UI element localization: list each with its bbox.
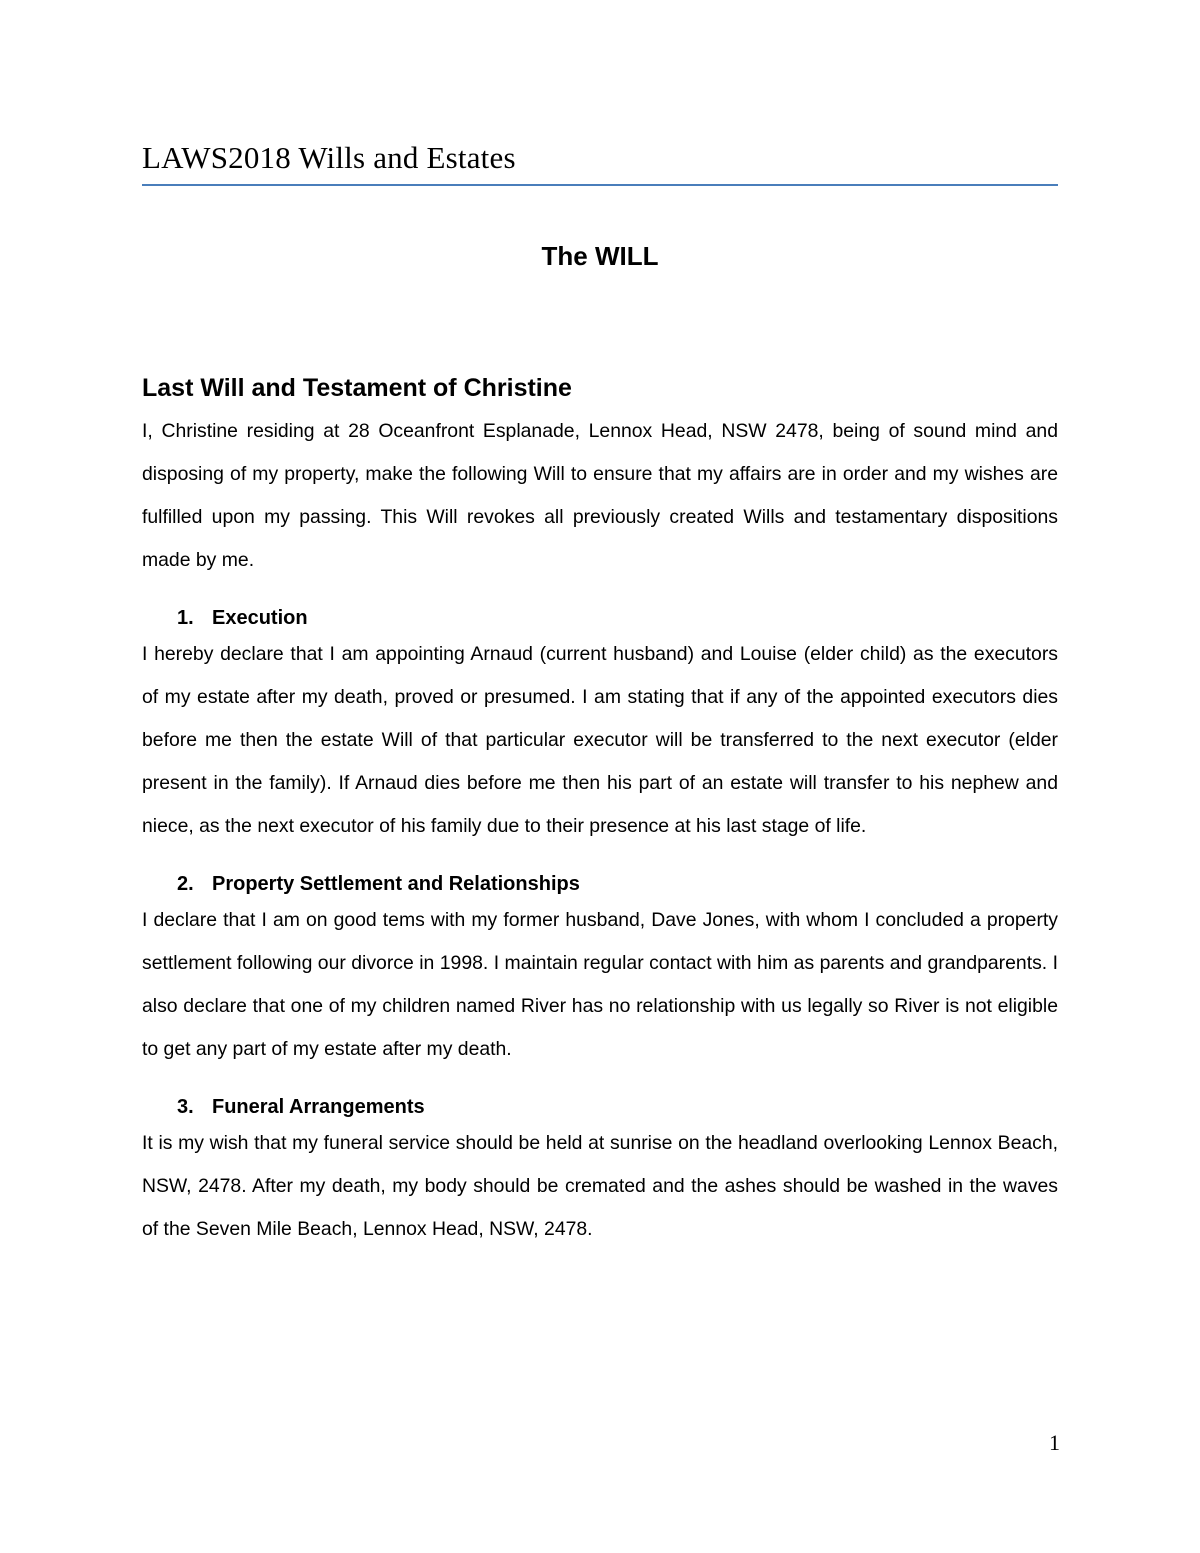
section-number: 3. bbox=[177, 1096, 194, 1118]
section-execution bbox=[142, 603, 1058, 848]
section-number: 2. bbox=[177, 873, 194, 895]
section-paragraph: I declare that I am on good tems with my former husband, Dave Jones, with whom I concluded a property settlement following our divorce in 1998. I maintain regular contact with him as parents and grandparents. I also declare that one of my children named River has no relationship with us legally so River is not eligible to get any part of my estate after my death. bbox=[142, 909, 1058, 1060]
will-heading: Last Will and Testament of Christine bbox=[142, 374, 572, 402]
header-rule bbox=[142, 184, 1058, 186]
section-property-settlement bbox=[142, 869, 1058, 1071]
header-title: LAWS2018 Wills and Estates bbox=[142, 140, 516, 175]
section-title: Funeral Arrangements bbox=[212, 1096, 425, 1118]
document-body bbox=[142, 236, 1058, 1251]
section-heading bbox=[142, 1092, 1058, 1122]
section-funeral-arrangements bbox=[142, 1092, 1058, 1251]
section-title: Property Settlement and Relationships bbox=[212, 873, 580, 895]
section-heading bbox=[142, 869, 1058, 899]
intro-paragraph: I, Christine residing at 28 Oceanfront Esplanade, Lennox Head, NSW 2478, being of sound mind and disposing of my property, make the following Will to ensure that my affairs are in order and my wishes are fulfilled upon my passing. This Will revokes all previously created Wills and testamentary dispositions made by me. bbox=[142, 420, 1058, 571]
page-number: 1 bbox=[1049, 1430, 1060, 1455]
section-number: 1. bbox=[177, 607, 194, 629]
section-paragraph: It is my wish that my funeral service should be held at sunrise on the headland overlooking Lennox Beach, NSW, 2478. After my death, my body should be cremated and the ashes should be washed in the waves of the Seven Mile Beach, Lennox Head, NSW, 2478. bbox=[142, 1132, 1058, 1240]
document-title: The WILL bbox=[541, 241, 659, 271]
section-paragraph: I hereby declare that I am appointing Arnaud (current husband) and Louise (elder child) as the executors of my estate after my death, proved or presumed. I am stating that if any of the appointed executors dies before me then the estate Will of that particular executor will be transferred to the next executor (elder present in the family). If Arnaud dies before me then his part of an estate will transfer to his nephew and niece, as the next executor of his family due to their presence at his last stage of life. bbox=[142, 643, 1058, 837]
page-header bbox=[142, 138, 1058, 178]
section-title: Execution bbox=[212, 607, 308, 629]
section-heading bbox=[142, 603, 1058, 633]
